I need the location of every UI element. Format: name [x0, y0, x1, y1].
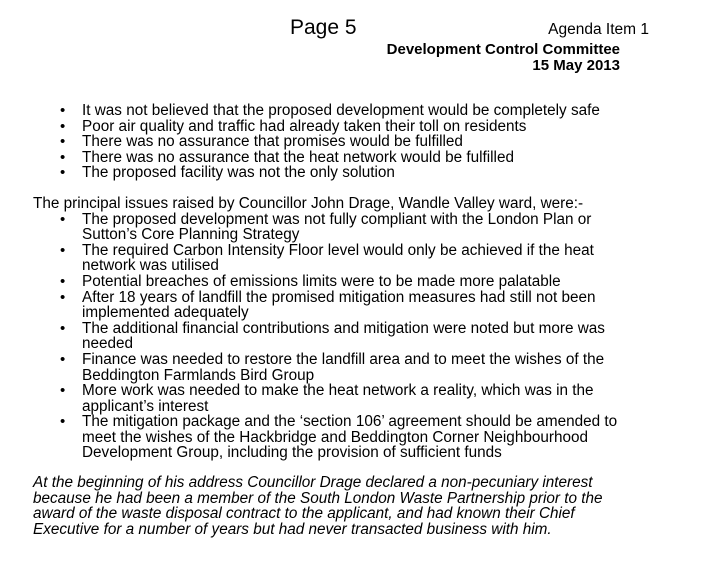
bullet-icon: • — [60, 319, 66, 337]
list-item — [33, 212, 633, 243]
bullet-icon: • — [60, 382, 66, 400]
list-item — [33, 134, 633, 150]
list-item-text: The mitigation package and the ‘section 106’ agreement should be amended to meet the wishes of the Hackbridge and Beddington Corner Neighbourhood Development Group, including the provision of sufficient funds — [82, 413, 618, 462]
bullet-icon: • — [60, 241, 66, 259]
interest-declaration-paragraph: At the beginning of his address Councillor Drage declared a non-pecuniary interest because he had been a member of the South London Waste Partnership prior to the award of the waste disposal contract to the applicant, and had known their Chief Executive for a number of years but had never transacted business with him. — [33, 474, 603, 538]
issues-list — [33, 212, 633, 462]
list-item-text: More work was needed to make the heat network a reality, which was in the applicant’s interest — [82, 382, 594, 415]
committee-heading — [387, 42, 620, 73]
list-item-text: The additional financial contributions and mitigation were noted but more was needed — [82, 319, 605, 353]
list-item-text: The proposed facility was not the only solution — [82, 164, 395, 182]
list-item-text: Finance was needed to restore the landfill area and to meet the wishes of the Beddington Farmlands Bird Group — [82, 350, 605, 384]
list-item — [33, 321, 633, 352]
list-item-text: There was no assurance that the heat network would be fulfilled — [82, 148, 514, 166]
list-item-text: The required Carbon Intensity Floor level would only be achieved if the heat network was utilised — [82, 241, 594, 275]
bullet-icon: • — [60, 148, 66, 166]
list-item — [33, 414, 633, 461]
list-item-text: Potential breaches of emissions limits were to be made more palatable — [82, 272, 561, 290]
list-item — [33, 103, 633, 119]
list-item — [33, 150, 633, 166]
list-item — [33, 243, 633, 274]
list-item — [33, 165, 633, 181]
bullet-icon: • — [60, 210, 66, 228]
bullet-icon: • — [60, 102, 66, 119]
bullet-icon: • — [60, 133, 66, 151]
list-item — [33, 274, 633, 290]
list-item-text: Poor air quality and traffic had already taken their toll on residents — [82, 117, 527, 135]
bullet-icon: • — [60, 288, 66, 306]
agenda-item-label: Agenda Item 1 — [548, 21, 649, 38]
list-item — [33, 290, 633, 321]
page-number: Page 5 — [290, 16, 357, 39]
list-item — [33, 383, 633, 414]
committee-name: Development Control Committee — [386, 41, 620, 58]
list-item-text: There was no assurance that promises would be fulfilled — [82, 133, 463, 151]
list-item — [33, 119, 633, 135]
list-item-text: It was not believed that the proposed development would be completely safe — [82, 102, 600, 119]
bullet-icon: • — [60, 117, 66, 135]
bullet-icon: • — [60, 413, 66, 431]
issues-intro-paragraph: The principal issues raised by Councillor John Drage, Wandle Valley ward, were:- — [33, 194, 584, 212]
list-item-text: After 18 years of landfill the promised mitigation measures had still not been implemented adequately — [82, 288, 596, 322]
objections-list — [33, 103, 633, 181]
meeting-date: 15 May 2013 — [532, 56, 620, 74]
document-body — [33, 103, 633, 537]
list-item — [33, 352, 633, 383]
bullet-icon: • — [60, 164, 66, 182]
list-item-text: The proposed development was not fully compliant with the London Plan or Sutton’s Core Planning Strategy — [82, 210, 592, 244]
bullet-icon: • — [60, 350, 66, 368]
bullet-icon: • — [60, 272, 66, 290]
